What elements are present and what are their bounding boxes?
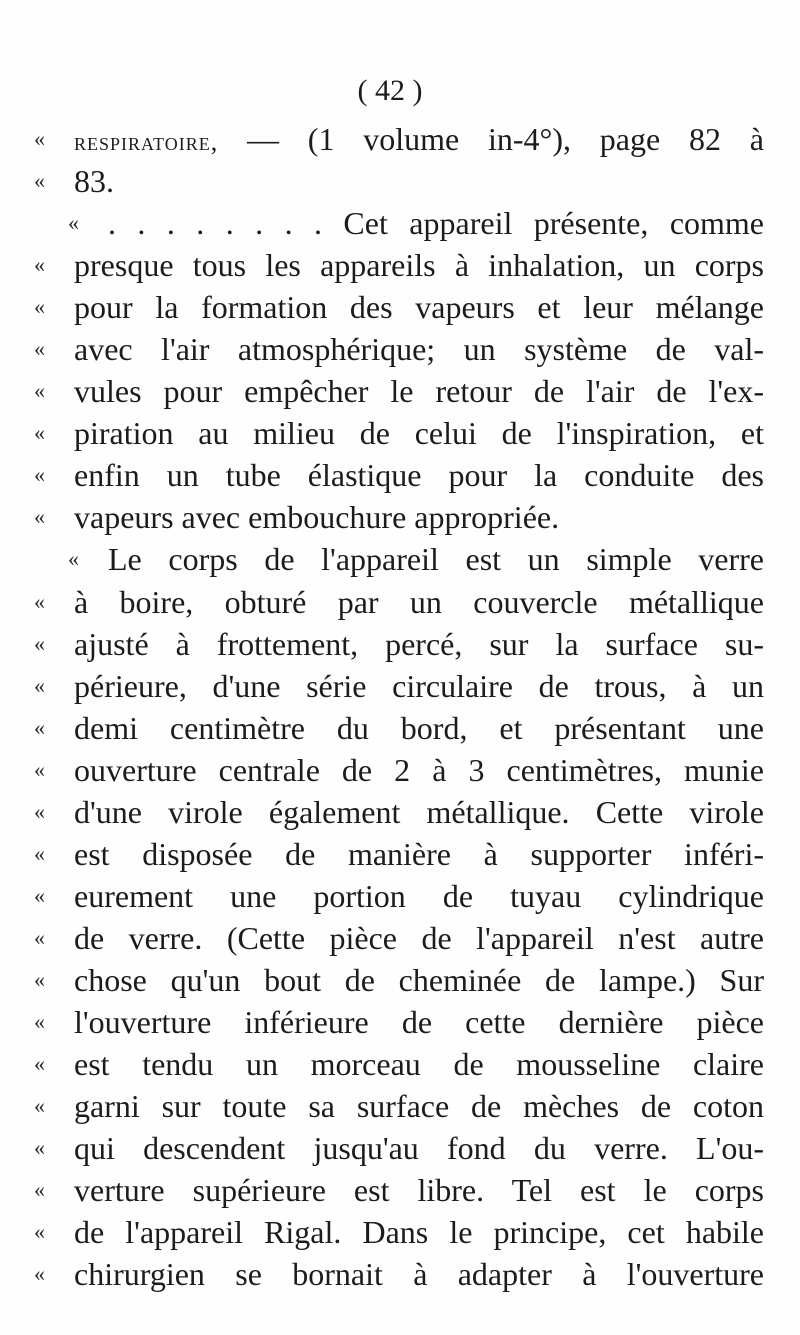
quote-mark: « [34,1177,45,1203]
line-text: pour la formation des vapeurs et leur mélange [74,289,764,326]
line-text: . . . . . . . . Cet appareil présente, comme [108,205,764,242]
line-text: demi centimètre du bord, et présentant une [74,709,764,746]
quote-mark: « [34,1008,45,1034]
text-line [34,412,764,454]
text-line [34,875,764,917]
line-text: de l'appareil Rigal. Dans le principe, cet habile [74,1214,764,1251]
quote-mark: « [68,546,79,572]
quote-mark: « [34,630,45,656]
quote-mark: « [34,714,45,740]
line-text: piration au milieu de celui de l'inspiration, et [74,415,764,452]
quote-mark: « [34,840,45,866]
line-text: l'ouverture inférieure de cette dernière pièce [74,1003,764,1040]
line-text: eurement une portion de tuyau cylindrique [74,877,764,914]
text-line [34,1085,764,1127]
text-line [34,665,764,707]
text-line [34,454,764,496]
line-text: est tendu un morceau de mousseline claire [74,1046,764,1083]
quote-mark: « [34,1051,45,1077]
line-text: qui descendent jusqu'au fond du verre. L'ou- [74,1130,764,1167]
line-text: 83. [74,163,114,200]
line-text: avec l'air atmosphérique; un système de val- [74,331,764,368]
text-line [34,118,764,160]
line-text: enfin un tube élastique pour la conduite des [74,457,764,494]
text-line [34,202,764,244]
quote-mark: « [34,798,45,824]
quote-mark: « [34,378,45,404]
page-number: ( 42 ) [357,74,423,107]
line-text: presque tous les appareils à inhalation, un corps [74,247,764,284]
quote-mark: « [34,672,45,698]
quote-mark: « [34,252,45,278]
text-line [34,328,764,370]
text-line [34,1169,764,1211]
line-text: chirurgien se bornait à adapter à l'ouverture [74,1256,764,1293]
quote-mark: « [34,756,45,782]
line-text-rest: — (1 volume in-4°), page 82 à [218,121,764,157]
line-text [74,118,764,160]
line-text: verture supérieure est libre. Tel est le corps [74,1172,764,1209]
text-line [34,1253,764,1295]
quote-mark: « [34,924,45,950]
quote-mark: « [34,462,45,488]
quote-mark: « [34,294,45,320]
quote-mark: « [34,588,45,614]
line-text: de verre. (Cette pièce de l'appareil n'est autre [74,919,764,956]
quote-mark: « [68,210,79,236]
line-text: ajusté à frottement, percé, sur la surface su- [74,625,764,662]
quote-mark: « [34,420,45,446]
line-text: vapeurs avec embouchure appropriée. [74,499,560,536]
line-text: d'une virole également métallique. Cette virole [74,793,764,830]
line-text: est disposée de manière à supporter inféri- [74,835,764,872]
quote-mark: « [34,1219,45,1245]
quote-mark: « [34,126,45,151]
text-line [34,496,764,538]
text-line [34,370,764,412]
line-text: ouverture centrale de 2 à 3 centimètres, munie [74,751,764,788]
text-line [34,286,764,328]
text-line [34,791,764,833]
text-line [34,244,764,286]
quote-mark: « [34,1093,45,1119]
text-line [34,959,764,1001]
text-line [34,833,764,875]
quote-mark: « [34,882,45,908]
text-line [34,581,764,623]
text-line [34,623,764,665]
text-line [34,917,764,959]
line-text: vules pour empêcher le retour de l'air de l'ex- [74,373,764,410]
text-body [34,118,764,1295]
text-line [34,1043,764,1085]
small-caps-word: respiratoire, [74,127,219,156]
text-line [34,538,764,580]
line-text: à boire, obturé par un couvercle métallique [74,583,764,620]
quote-mark: « [34,966,45,992]
line-text: garni sur toute sa surface de mèches de coton [74,1088,764,1125]
text-line [34,1127,764,1169]
line-text: Le corps de l'appareil est un simple verre [108,541,764,578]
text-line [34,707,764,749]
text-line [34,749,764,791]
line-text: chose qu'un bout de cheminée de lampe.) Sur [74,961,764,998]
text-line [34,160,764,202]
quote-mark: « [34,336,45,362]
quote-mark: « [34,504,45,530]
text-line [34,1211,764,1253]
quote-mark: « [34,1135,45,1161]
quote-mark: « [34,168,45,194]
line-text: périeure, d'une série circulaire de trous, à un [74,667,764,704]
text-line [34,1001,764,1043]
quote-mark: « [34,1261,45,1287]
